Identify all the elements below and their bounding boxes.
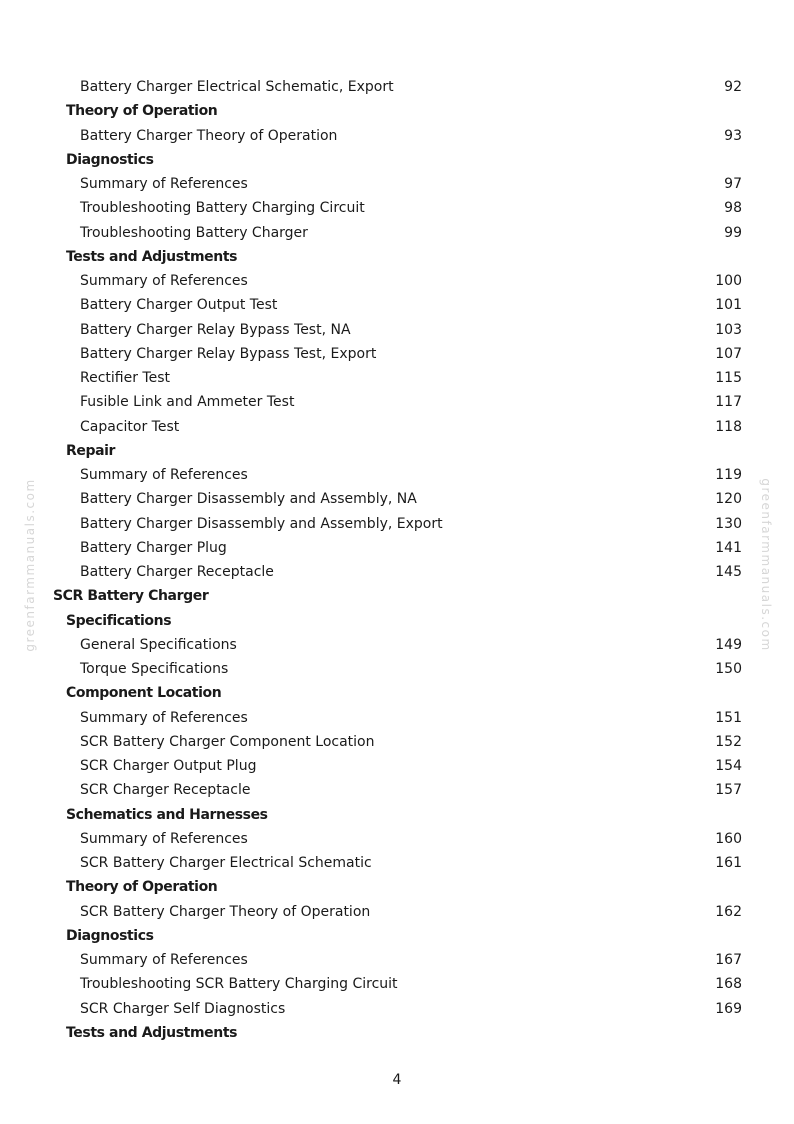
toc-section xyxy=(0,875,794,899)
toc-section-label: Schematics and Harnesses xyxy=(66,806,268,823)
toc-entry[interactable] xyxy=(0,269,794,293)
toc-entry-label: SCR Battery Charger Theory of Operation xyxy=(80,903,371,920)
toc-section-label: Component Location xyxy=(66,685,222,702)
toc-page-number: 168 xyxy=(715,976,742,993)
toc-chapter-label: SCR Battery Charger xyxy=(53,588,209,605)
toc-entry[interactable] xyxy=(0,487,794,511)
toc-entry[interactable] xyxy=(0,997,794,1021)
toc-entry-label: Battery Charger Relay Bypass Test, Export xyxy=(80,345,377,362)
toc-page-number: 118 xyxy=(715,418,742,435)
toc-entry-label: Summary of References xyxy=(80,830,248,847)
toc-page-number: 98 xyxy=(724,200,742,217)
toc-entry-label: Battery Charger Receptacle xyxy=(80,564,274,580)
toc-section xyxy=(0,1021,794,1045)
toc-entry[interactable] xyxy=(0,415,794,439)
toc-entry-label: Rectifier Test xyxy=(80,370,170,386)
toc-entry[interactable] xyxy=(0,948,794,972)
toc-entry[interactable] xyxy=(0,827,794,851)
toc-entry[interactable] xyxy=(0,730,794,754)
toc-entry-label: Summary of References xyxy=(80,176,248,192)
toc-page-number: 160 xyxy=(715,830,742,847)
toc-page-number: 161 xyxy=(715,855,742,871)
toc-section xyxy=(0,439,794,463)
toc-entry-label: Fusible Link and Ammeter Test xyxy=(80,394,295,411)
toc-entry-label: Troubleshooting Battery Charging Circuit xyxy=(80,200,365,217)
toc-entry-label: Battery Charger Relay Bypass Test, NA xyxy=(80,321,351,338)
toc-page-number: 101 xyxy=(715,297,742,314)
page-number: 4 xyxy=(392,1072,402,1088)
toc-entry-label: Battery Charger Disassembly and Assembly, Export xyxy=(80,515,443,532)
toc-entry[interactable] xyxy=(0,900,794,924)
toc-chapter xyxy=(0,584,794,608)
toc-section-label: Repair xyxy=(66,442,116,459)
toc-section xyxy=(0,803,794,827)
toc-section-label: Theory of Operation xyxy=(66,103,218,120)
toc-page-number: 145 xyxy=(715,564,742,580)
toc-entry-label: SCR Battery Charger Electrical Schematic xyxy=(80,855,372,871)
toc-entry[interactable] xyxy=(0,366,794,390)
toc-entry-label: Troubleshooting SCR Battery Charging Circuit xyxy=(80,976,398,993)
toc-entry-label: Troubleshooting Battery Charger xyxy=(80,224,308,241)
toc-page-number: 93 xyxy=(724,127,742,144)
toc-entry[interactable] xyxy=(0,754,794,778)
toc-entry-label: Summary of References xyxy=(80,952,248,968)
toc-entry[interactable] xyxy=(0,390,794,414)
toc-page-number: 162 xyxy=(715,903,742,920)
toc-entry-label: Capacitor Test xyxy=(80,418,180,435)
toc-entry[interactable] xyxy=(0,221,794,245)
watermark-left: greenfarmmanuals.com xyxy=(23,478,37,652)
toc-page-number: 169 xyxy=(715,1000,742,1017)
watermark-right: greenfarmmanuals.com xyxy=(759,478,773,652)
toc-section xyxy=(0,924,794,948)
toc-section-label: Tests and Adjustments xyxy=(66,248,238,265)
toc-entry[interactable] xyxy=(0,633,794,657)
toc-entry[interactable] xyxy=(0,657,794,681)
toc-entry[interactable] xyxy=(0,196,794,220)
toc-page-number: 130 xyxy=(715,515,742,532)
toc-entry-label: SCR Charger Self Diagnostics xyxy=(80,1000,286,1017)
toc-page-number: 119 xyxy=(715,467,742,483)
toc-page-number: 151 xyxy=(715,709,742,726)
toc-entry[interactable] xyxy=(0,463,794,487)
toc-page-number: 107 xyxy=(715,345,742,362)
toc-entry-label: Battery Charger Electrical Schematic, Export xyxy=(80,79,394,95)
toc-entry-label: SCR Charger Output Plug xyxy=(80,758,257,774)
toc-entry[interactable] xyxy=(0,124,794,148)
toc-section xyxy=(0,609,794,633)
toc-entry[interactable] xyxy=(0,512,794,536)
toc-page-number: 92 xyxy=(724,79,742,95)
toc-entry-label: SCR Charger Receptacle xyxy=(80,782,251,799)
toc-entry-label: General Specifications xyxy=(80,636,237,653)
toc-page-number: 97 xyxy=(724,176,742,192)
toc-entry-label: Summary of References xyxy=(80,273,248,289)
toc-section xyxy=(0,99,794,123)
toc-entry-label: SCR Battery Charger Component Location xyxy=(80,733,375,750)
toc-section xyxy=(0,681,794,705)
toc-section-label: Specifications xyxy=(66,612,172,629)
toc-section xyxy=(0,245,794,269)
toc-entry-label: Torque Specifications xyxy=(80,661,229,677)
toc-page-number: 103 xyxy=(715,321,742,338)
toc-entry-label: Battery Charger Theory of Operation xyxy=(80,127,338,144)
toc-page-number: 99 xyxy=(724,224,742,241)
toc-section-label: Diagnostics xyxy=(66,151,154,168)
toc-entry[interactable] xyxy=(0,342,794,366)
toc-entry[interactable] xyxy=(0,706,794,730)
toc-entry[interactable] xyxy=(0,560,794,584)
toc-entry-label: Battery Charger Output Test xyxy=(80,297,278,314)
toc-entry[interactable] xyxy=(0,172,794,196)
toc-page-number: 120 xyxy=(715,491,742,508)
toc-entry-label: Summary of References xyxy=(80,467,248,483)
toc-entry-label: Summary of References xyxy=(80,709,248,726)
toc-entry-label: Battery Charger Disassembly and Assembly, NA xyxy=(80,491,417,508)
table-of-contents xyxy=(0,75,794,1045)
toc-entry-label: Battery Charger Plug xyxy=(80,539,227,556)
toc-section-label: Diagnostics xyxy=(66,927,154,944)
toc-entry[interactable] xyxy=(0,75,794,99)
toc-page-number: 141 xyxy=(715,539,742,556)
toc-section-label: Tests and Adjustments xyxy=(66,1024,238,1041)
toc-entry[interactable] xyxy=(0,972,794,996)
toc-section xyxy=(0,148,794,172)
toc-page-number: 154 xyxy=(715,758,742,774)
toc-page-number: 115 xyxy=(715,370,742,386)
toc-page-number: 149 xyxy=(715,636,742,653)
toc-page-number: 157 xyxy=(715,782,742,799)
toc-entry[interactable] xyxy=(0,318,794,342)
toc-entry[interactable] xyxy=(0,293,794,317)
toc-section-label: Theory of Operation xyxy=(66,879,218,896)
toc-page-number: 152 xyxy=(715,733,742,750)
toc-page-number: 150 xyxy=(715,661,742,677)
toc-page-number: 167 xyxy=(715,952,742,968)
toc-entry[interactable] xyxy=(0,536,794,560)
toc-page-number: 117 xyxy=(715,394,742,411)
toc-entry[interactable] xyxy=(0,851,794,875)
toc-page-number: 100 xyxy=(715,273,742,289)
toc-entry[interactable] xyxy=(0,778,794,802)
